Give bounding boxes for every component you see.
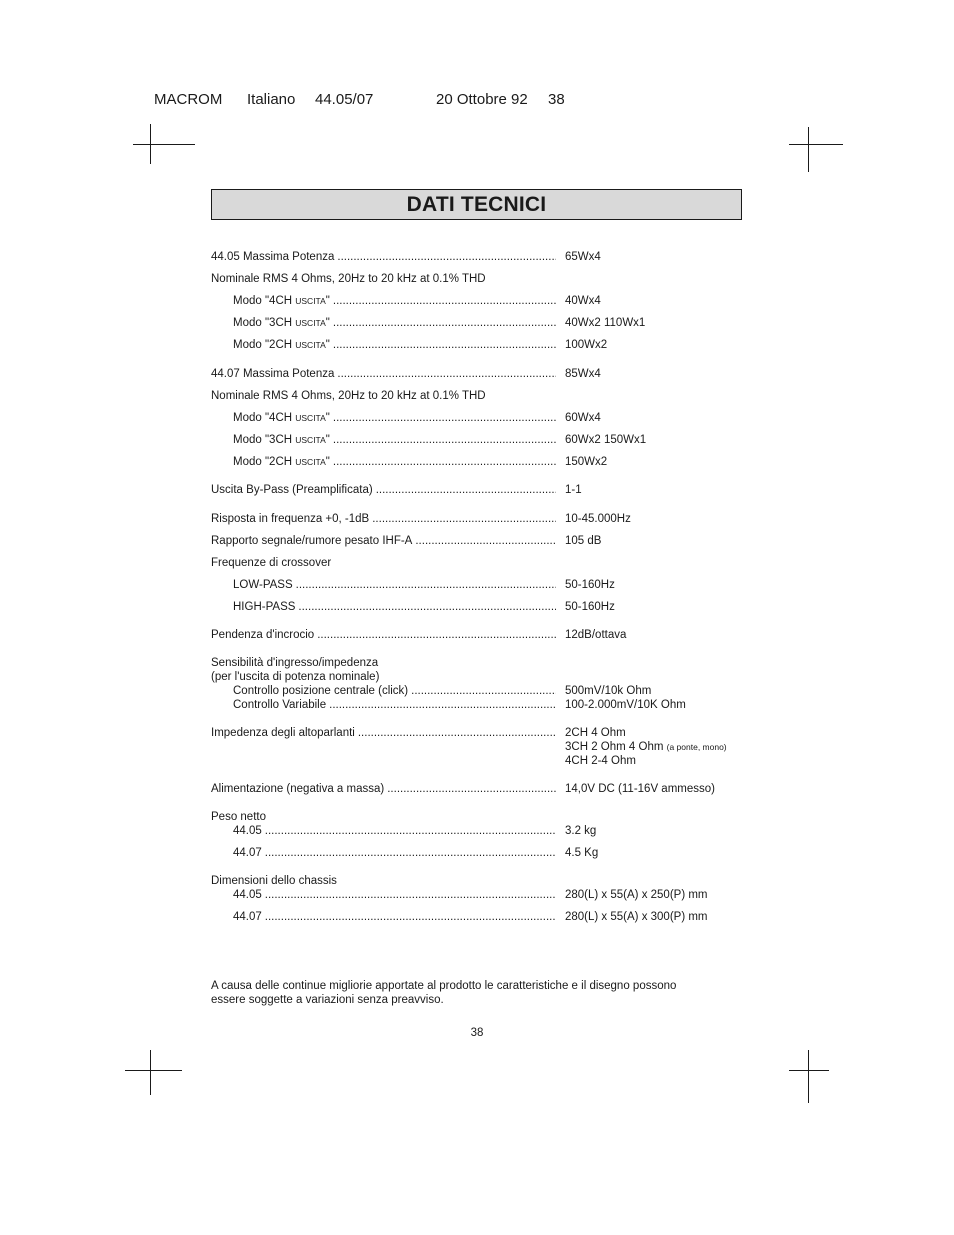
- leader-dots: [296, 578, 556, 592]
- specs-list: [211, 250, 771, 924]
- spec-value: 12dB/ottava: [565, 629, 627, 641]
- spec-value: 10-45.000Hz: [565, 513, 631, 525]
- spec-row-4405-2ch: [211, 338, 771, 352]
- spec-label: Modo "4CH USCITA": [233, 412, 330, 424]
- title-box: [211, 189, 742, 220]
- crop-mark-bottom-right-v: [808, 1050, 809, 1103]
- leader-dots: [333, 294, 556, 308]
- spec-label: Impedenza degli altoparlanti: [211, 727, 355, 739]
- spec-label: Uscita By-Pass (Preamplificata): [211, 484, 373, 496]
- spec-value: 280(L) x 55(A) x 300(P) mm: [565, 911, 708, 923]
- spec-value: 100-2.000mV/10K Ohm: [565, 699, 686, 711]
- spec-label: Modo "3CH USCITA": [233, 434, 330, 446]
- spec-row-4407-2ch: [211, 455, 771, 469]
- header-language: Italiano: [247, 91, 296, 108]
- spec-label: Rapporto segnale/rumore pesato IHF-A: [211, 535, 413, 547]
- leader-dots: [333, 338, 556, 352]
- sensitivity-subheading: (per l'uscita di potenza nominale): [211, 671, 380, 683]
- spec-value: 150Wx2: [565, 456, 608, 468]
- leader-dots: [333, 455, 556, 469]
- spec-row-bypass: [211, 483, 771, 497]
- spec-row-dim-4405: [211, 888, 771, 902]
- disclaimer-line: A causa delle continue migliorie apportate al prodotto le caratteristiche e il disegno possono: [211, 980, 677, 992]
- header-brand: MACROM: [154, 91, 223, 108]
- spec-label: 44.07: [233, 911, 262, 923]
- spec-row-4405-power: [211, 250, 771, 264]
- crop-mark-bottom-left-h: [125, 1070, 182, 1071]
- weight-heading: Peso netto: [211, 811, 266, 823]
- spec-label: Controllo posizione centrale (click): [233, 685, 409, 697]
- leader-dots: [265, 888, 556, 902]
- spec-value: 50-160Hz: [565, 601, 615, 613]
- spec-label: 44.05: [233, 889, 262, 901]
- spec-row-weight-4405: [211, 824, 771, 838]
- spec-value: 85Wx4: [565, 368, 601, 380]
- leader-dots: [358, 726, 556, 740]
- spec-label: 44.07: [233, 847, 262, 859]
- spec-value-note: (a ponte, mono): [666, 742, 727, 752]
- spec-value: 40Wx2 110Wx1: [565, 317, 646, 329]
- nominal-note-4407: Nominale RMS 4 Ohms, 20Hz to 20 kHz at 0.1% THD: [211, 390, 486, 402]
- page-title: DATI TECNICI: [406, 192, 547, 216]
- spec-value: 3.2 kg: [565, 825, 597, 837]
- spec-row-4407-3ch: [211, 433, 771, 447]
- spec-row-4405-3ch: [211, 316, 771, 330]
- spec-label: Risposta in frequenza +0, -1dB: [211, 513, 370, 525]
- spec-row-highpass: [211, 600, 771, 614]
- crop-mark-bottom-right-h: [789, 1070, 829, 1071]
- spec-row-speaker-impedance: [211, 726, 771, 768]
- spec-value: 50-160Hz: [565, 579, 615, 591]
- header-model: 44.05/07: [315, 91, 374, 108]
- spec-label: LOW-PASS: [233, 579, 293, 591]
- leader-dots: [411, 684, 556, 698]
- spec-row-4407-power: [211, 367, 771, 381]
- spec-row-4407-4ch: [211, 411, 771, 425]
- leader-dots: [333, 316, 556, 330]
- spec-row-power-supply: [211, 782, 771, 796]
- leader-dots: [298, 600, 556, 614]
- spec-label: Modo "4CH USCITA": [233, 295, 330, 307]
- spec-row-4405-4ch: [211, 294, 771, 308]
- spec-label: Modo "2CH USCITA": [233, 339, 330, 351]
- spec-value: 105 dB: [565, 535, 602, 547]
- spec-value: 2CH 4 Ohm: [565, 727, 626, 739]
- spec-value: 3CH 2 Ohm 4 Ohm (a ponte, mono): [565, 741, 727, 753]
- spec-row-sens-variable: [211, 698, 771, 712]
- spec-value: 1-1: [565, 484, 582, 496]
- spec-row-slope: [211, 628, 771, 642]
- page-number: 38: [470, 1027, 484, 1039]
- spec-label: 44.05: [233, 825, 262, 837]
- spec-value: 65Wx4: [565, 251, 601, 263]
- spec-row-weight-4407: [211, 846, 771, 860]
- spec-label: Modo "2CH USCITA": [233, 456, 330, 468]
- leader-dots: [265, 910, 556, 924]
- spec-label: 44.05 Massima Potenza: [211, 251, 335, 263]
- crop-mark-top-right-h: [789, 144, 843, 145]
- leader-dots: [337, 367, 556, 381]
- spec-value-group: [565, 726, 727, 768]
- disclaimer-note: [211, 979, 741, 1007]
- spec-value: 40Wx4: [565, 295, 601, 307]
- crop-mark-top-left-h: [133, 144, 195, 145]
- spec-value: 4CH 2-4 Ohm: [565, 755, 636, 767]
- dimensions-heading: Dimensioni dello chassis: [211, 875, 337, 887]
- spec-row-dim-4407: [211, 910, 771, 924]
- spec-value: 4.5 Kg: [565, 847, 599, 859]
- spec-row-sens-center: [211, 684, 771, 698]
- disclaimer-line: essere soggette a variazioni senza preavviso.: [211, 994, 444, 1006]
- spec-value: 60Wx4: [565, 412, 601, 424]
- leader-dots: [333, 433, 556, 447]
- spec-row-freq-response: [211, 512, 771, 526]
- leader-dots: [376, 483, 556, 497]
- spec-label: Modo "3CH USCITA": [233, 317, 330, 329]
- leader-dots: [333, 411, 556, 425]
- spec-row-lowpass: [211, 578, 771, 592]
- spec-row-snr: [211, 534, 771, 548]
- leader-dots: [415, 534, 556, 548]
- header-date: 20 Ottobre 92: [436, 91, 528, 108]
- leader-dots: [337, 250, 556, 264]
- spec-value: 500mV/10k Ohm: [565, 685, 652, 697]
- header-page: 38: [548, 91, 565, 108]
- spec-label: 44.07 Massima Potenza: [211, 368, 335, 380]
- crop-mark-top-right-v: [808, 127, 809, 172]
- leader-dots: [387, 782, 556, 796]
- leader-dots: [329, 698, 556, 712]
- sensitivity-heading: Sensibilità d'ingresso/impedenza: [211, 657, 379, 669]
- leader-dots: [317, 628, 556, 642]
- spec-label: HIGH-PASS: [233, 601, 296, 613]
- spec-label: Controllo Variabile: [233, 699, 327, 711]
- crop-mark-top-left-v: [150, 124, 151, 164]
- spec-label: Pendenza d'incrocio: [211, 629, 315, 641]
- leader-dots: [265, 824, 556, 838]
- crossover-heading: Frequenze di crossover: [211, 557, 332, 569]
- spec-value: 14,0V DC (11-16V ammesso): [565, 783, 715, 795]
- leader-dots: [265, 846, 556, 860]
- crop-mark-bottom-left-v: [150, 1050, 151, 1095]
- nominal-note-4405: Nominale RMS 4 Ohms, 20Hz to 20 kHz at 0.1% THD: [211, 273, 486, 285]
- spec-value: 60Wx2 150Wx1: [565, 434, 647, 446]
- leader-dots: [372, 512, 556, 526]
- spec-value: 280(L) x 55(A) x 250(P) mm: [565, 889, 708, 901]
- spec-value: 100Wx2: [565, 339, 608, 351]
- spec-label: Alimentazione (negativa a massa): [211, 783, 385, 795]
